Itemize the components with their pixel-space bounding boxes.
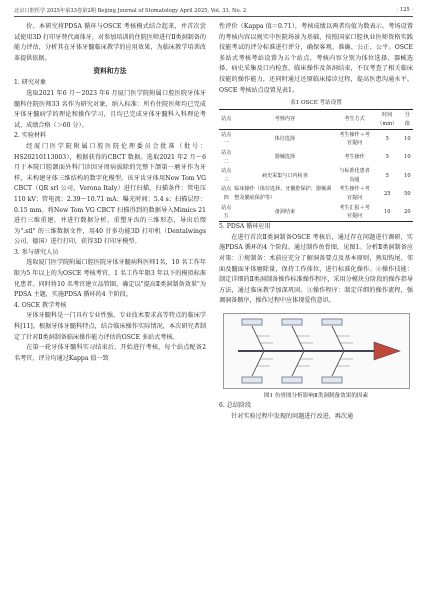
table-cell: 50 (404, 190, 411, 197)
table-cell: 10 (404, 154, 411, 161)
table-row (219, 149, 413, 167)
paragraph-subjects: 选取2021 年6 月～2023 年6 月厦门医学院附属口腔医院牙体牙髓科住院医师33 名作为研究对象，纳入标准：所有住院医师均已完成牙体牙髓病学的理论和操作学习，且均已完成牙体牙髓科入科理论考试，成绩合格（＞60 分）。 (14, 89, 206, 129)
table-cell: 20 (404, 208, 411, 215)
table-cell: 病史采集与口内检查 (261, 172, 308, 179)
table-title: 表1 OSCE 考站设置 (290, 100, 342, 107)
table-cell: 站点四 (221, 186, 232, 201)
table-cell: 5 (385, 172, 389, 179)
table-cell: 考生操作 (344, 154, 365, 161)
table-cell: 体位选择 (274, 136, 296, 143)
table-header-cell: 考生方式 (336, 110, 372, 130)
page-header (14, 6, 413, 17)
table-cell: 与标准化患者沟通 (339, 168, 370, 183)
table-cell: 考生汇报＋考官提问 (339, 204, 370, 220)
fishbone-graphic (224, 314, 409, 388)
table-cell: 10 (404, 172, 411, 179)
table-cell: 站点三 (221, 168, 232, 183)
paragraph-materials: 经厦门医学院附属口腔医院伦理委员会批准（批号：HS20210113003），根据获得的CBCT 数据。选取2021 年2 月～6 月于本院口腔颌面外科门诊因牙周病拔除的完整下颌第一磨牙作为牙样，未构建牙体三维结构的数字化模型。该牙齿牙体用New Tom VG CBCT（QR srl 公司，Verona Italy）进行扫描，扫描条件：管电压 110 kV；管电流：2.39～10.71 mA；曝光时间：5.4 s；扫描层厚：0.15 mm。将New Tom VG CBCT 扫描得到的数据导入Mimics 21 进行三维重建，并进行数据分析，重塑牙齿的三维形态，导出后缀为".stl" 的三维数据文件，用40 甘多功能3D 打印机（Dentalwings 公司，德国）进行打印，获得3D 打印牙模型。 (14, 142, 206, 246)
intro-paragraph-end: 价。本研究将PDSA 循环与OSCE 考核模式结合起来，并首次尝试使用3D 打印牙替代离体牙，对参加培训的住院医师进行Ⅱ类洞制备的能力评估，分析其在牙体牙髓临床教学的应用效果，为临床教学培训改革提供依据。 (14, 23, 206, 62)
table-cell: 备洞结束 (274, 208, 296, 215)
table-cell: 器械选择 (274, 154, 296, 161)
subheading-6: 6. 总结阶段 (219, 402, 252, 410)
table-header-cell: 考核内容 (233, 110, 336, 130)
table-cell: 站点二 (221, 150, 232, 165)
left-column (14, 22, 206, 364)
subheading-4: 4. OSCE 教学考核 (14, 301, 67, 309)
table-cell: 考生操作＋考官提问 (339, 131, 370, 147)
table-row (219, 167, 413, 185)
page-number: · 125 · (396, 7, 413, 13)
paragraph-osce-2: 在第一轮牙体牙髓科实习结束后，开始进行考核，每个站点配备2 名考官，评分均通过Kappa 值一致 (14, 344, 206, 362)
table-cell: 25 (384, 190, 391, 197)
table-cell: 站点一 (221, 131, 232, 147)
table-header-cell: 时间（min） (373, 110, 402, 130)
table-cell: 考生操作＋考官提问 (339, 186, 370, 201)
subheading-1: 1. 研究对象 (14, 79, 47, 87)
table-cell: 5 (385, 136, 389, 143)
osce-station-table (219, 109, 413, 222)
table-cell: 10 (384, 208, 391, 215)
subheading-5: 5. PDSA 循环应用 (219, 223, 271, 231)
table-cell: 5 (385, 154, 389, 161)
fishbone-diagram (223, 313, 410, 389)
table-header-cell: 站点 (219, 110, 233, 130)
table-row (219, 130, 413, 149)
paragraph-osce-1: 牙体牙髓科是一门具有专业性强、专业技术要求高等特点的临床学科[11]。根据牙体牙髓科特点，结合临床操作实际情况，本次研究者制定了针对Ⅱ类洞制备临床操作能力评估的OSCE 多站式考核。 (14, 312, 206, 341)
paragraph-osce-cont: 性评价（Kappa 值＝0.71），考核成绩以两者均值为数表示。考场设置的考核内容以规实中医院场景为基础，按照国家口腔执业医师资格实践技能考试的评分标准进行评分，确保客观、准确、公正、公平。OSCE 多站式考核考站设置为五个站点，考核内容分别为体位选择、器械选择、病史采集及口内检查、临床操作及备洞结束，不仅考查了相关临床技能的操作能力，还同时通过还原临床接诊过程，提高医患沟通水平。OSCE 考核站点设置见表1。 (219, 23, 413, 94)
right-column (219, 22, 413, 422)
table-row (219, 203, 413, 222)
table-cell: 10 (404, 136, 411, 143)
subheading-2: 2. 实验材料 (14, 132, 47, 140)
journal-citation: 北京口腔医学 2025年第33卷第2期 Beijing Journal of Stomatology April 2025, Vol. 33, No. 2 (14, 8, 247, 14)
table-cell: 站点五 (221, 204, 232, 220)
table-header-row (219, 110, 413, 130)
paragraph-pdsa: 在进行首次Ⅱ类洞制备OSCE 考核后，通过存在问题进行调研，实施PDSA 循环的4 个阶段。通过制作鱼骨图，见图1。分析Ⅱ类洞制备应对策：①规制备：术前应充分了解洞备要点及基本原则，熟知钩尾、邻面及髓面牙体磨除量，保持工作体位，进行标准化操作。②操作技能：制定详细的Ⅱ类洞制备操作标准操作程序，采用分模块分阶段的操作指导方法，通过临床教学加深巩固。③操作程序：制定详细的操作流程，强调洞备顺序，操作过程中应体现爱伤意识。 (219, 233, 413, 305)
figure-caption: 图1 鱼骨图分析影响Ⅱ类洞制备效果的因素 (263, 393, 369, 400)
table-row (219, 185, 413, 203)
table-header-cell: 分值 (402, 110, 413, 130)
section-heading-methods: 资料和方法 (93, 67, 127, 76)
table-cell: 临床操作（体位选择、牙髓腔保护、器械调整及髓底保护等） (234, 186, 332, 201)
subheading-3: 3. 参与研究人员 (14, 248, 59, 256)
paragraph-participants: 选取厦门医学院附属口腔医院牙体牙髓病科医师1名，10 名工作年限为5 年以上的为OSCE 考核考官，1 名工作年限3 年以下的模拟标准化患者。同时将10 名考官建立品管圈，确定以"提高Ⅱ类洞制备效果"为PDSA 主题，实施PDSA 循环的4 个阶段。 (14, 259, 206, 299)
paragraph-summary: 针对实验过程中发现的问题进行改进，再次通 (231, 412, 354, 420)
